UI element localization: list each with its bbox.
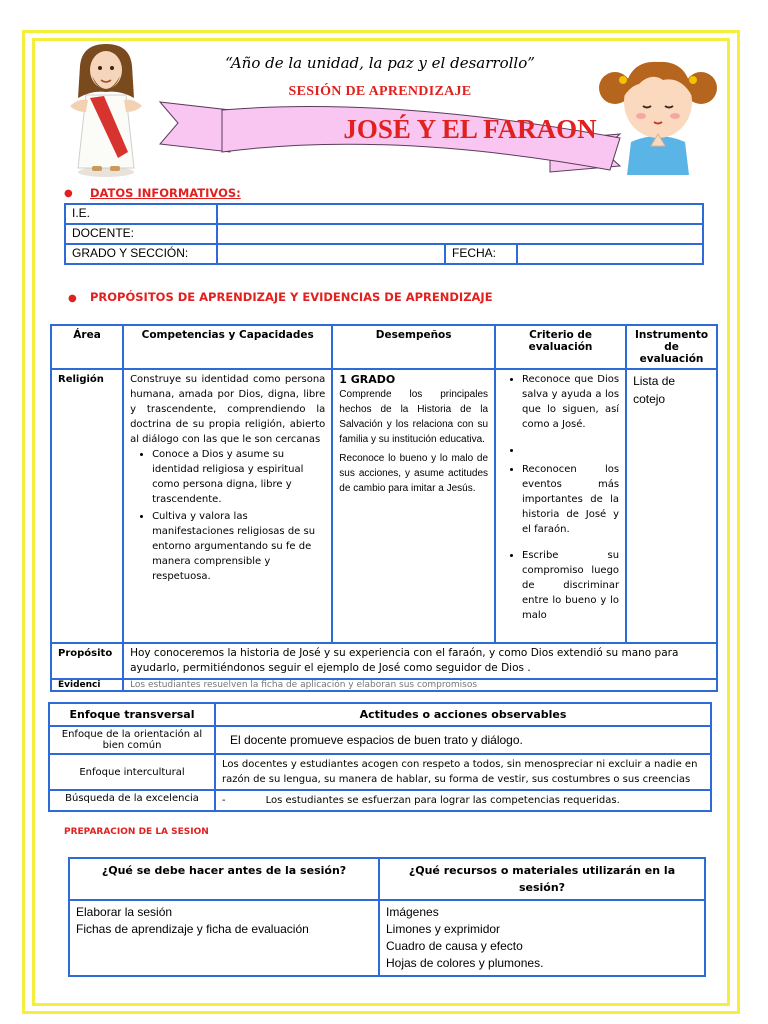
- col-criterio: Criterio de evaluación: [495, 325, 626, 369]
- recurso-item: Limones y exprimidor: [386, 922, 501, 936]
- col-antes: ¿Qué se debe hacer antes de la sesión?: [69, 858, 379, 900]
- col-enfoque: Enfoque transversal: [49, 703, 215, 726]
- instrumento-value: Lista de cotejo: [626, 369, 717, 643]
- fecha-value[interactable]: [517, 244, 703, 264]
- area-value: Religión: [51, 369, 123, 643]
- preparacion-heading: PREPARACIÓN DE LA SESIÓN: [64, 827, 209, 837]
- bullet-icon: ●: [68, 293, 77, 304]
- list-item: • Reconoce que Dios salva y ayuda a los que lo siguen, así como a José.: [522, 372, 619, 432]
- enfoque-1: Enfoque de la orientación al bien común: [49, 726, 215, 754]
- grado-label: GRADO Y SECCIÓN:: [65, 244, 217, 264]
- session-label: SESIÓN DE APRENDIZAJE: [288, 84, 472, 99]
- criterios-list: [502, 372, 619, 623]
- ie-label: I.E.: [65, 204, 217, 224]
- propositos-heading: PROPÓSITOS DE APRENDIZAJE Y EVIDENCIAS DE APRENDIZAJE: [90, 290, 493, 304]
- enfoque-2: Enfoque intercultural: [49, 754, 215, 790]
- antes-item: Fichas de aprendizaje y ficha de evaluación: [76, 922, 309, 936]
- enfoque-3: Búsqueda de la excelencia: [49, 790, 215, 811]
- recurso-item: Cuadro de causa y efecto: [386, 939, 523, 953]
- desempeno-1: Comprende los principales hechos de la Historia de la Salvación y los relaciona con su familia y su institución educativa.: [339, 389, 489, 445]
- datos-table: [64, 203, 704, 265]
- propositos-table: [50, 324, 718, 692]
- col-desempenos: Desempeños: [332, 325, 495, 369]
- jesus-illustration: [56, 40, 156, 180]
- capacidades-list: [130, 447, 325, 584]
- proposito-text: Hoy conoceremos la historia de José y su experiencia con el faraón, y como Dios extendió su mano para ayudarlo, permitiéndonos seguir el ejemplo de José como seguidor de Dios .: [123, 643, 717, 679]
- motto-text: “Año de la unidad, la paz y el desarrollo”: [225, 54, 535, 72]
- grado-value[interactable]: [217, 244, 445, 264]
- fecha-label: FECHA:: [445, 244, 517, 264]
- recurso-item: Hojas de colores y plumones.: [386, 956, 544, 970]
- dash: -: [222, 795, 226, 806]
- proposito-label: Propósito: [51, 643, 123, 679]
- docente-label: DOCENTE:: [65, 224, 217, 244]
- actitud-3: Los estudiantes se esfuerzan para lograr las competencias requeridas.: [265, 795, 620, 806]
- list-item: • Escribe su compromiso luego de discriminar entre lo bueno y lo malo: [522, 548, 619, 623]
- list-item-empty: [522, 443, 619, 458]
- page-title: JOSÉ Y EL FARAON: [343, 114, 597, 144]
- docente-value[interactable]: [217, 224, 703, 244]
- evidencia-label: Evidenci: [51, 679, 123, 691]
- col-actitudes: Actitudes o acciones observables: [215, 703, 711, 726]
- actitud-2: Los docentes y estudiantes acogen con respeto a todos, sin menospreciar ni excluir a nadie en razón de su lengua, su manera de hablar, su forma de vestir, sus costumbres o sus creencias: [215, 754, 711, 790]
- list-item: • Reconocen los eventos más importantes de la historia de José y el faraón.: [522, 462, 619, 537]
- col-area: Área: [51, 325, 123, 369]
- grado-text: 1 GRADO: [339, 373, 396, 386]
- recurso-item: Imágenes: [386, 905, 439, 919]
- list-item: • Cultiva y valora las manifestaciones religiosas de su entorno argumentando su fe de manera comprensible y respetuosa.: [152, 509, 325, 584]
- datos-heading: DATOS INFORMATIVOS:: [90, 186, 241, 200]
- col-instrumento: Instrumento de evaluación: [626, 325, 717, 369]
- ie-value[interactable]: [217, 204, 703, 224]
- col-competencias: Competencias y Capacidades: [123, 325, 332, 369]
- evidencia-text: Los estudiantes resuelven la ficha de aplicación y elaboran sus compromisos: [123, 679, 717, 691]
- desempeno-2: Reconoce lo bueno y lo malo de sus acciones, y asume actitudes de cambio para imitar a Jesús.: [339, 453, 489, 494]
- actitud-1: El docente promueve espacios de buen trato y diálogo.: [215, 726, 711, 754]
- antes-item: Elaborar la sesión: [76, 905, 173, 919]
- list-item: • Conoce a Dios y asume su identidad religiosa y espiritual como persona digna, libre y trascendente.: [152, 447, 325, 507]
- bullet-icon: ●: [64, 188, 73, 199]
- enfoques-table: [48, 702, 712, 812]
- competencia-text: Construye su identidad como persona humana, amada por Dios, digna, libre y trascendente, comprendiendo la doctrina de su propia religión, abierto al diálogo con las que le son cercanas: [130, 374, 326, 445]
- col-recursos: ¿Qué recursos o materiales utilizarán en la sesión?: [379, 858, 705, 900]
- preparacion-table: [68, 857, 706, 977]
